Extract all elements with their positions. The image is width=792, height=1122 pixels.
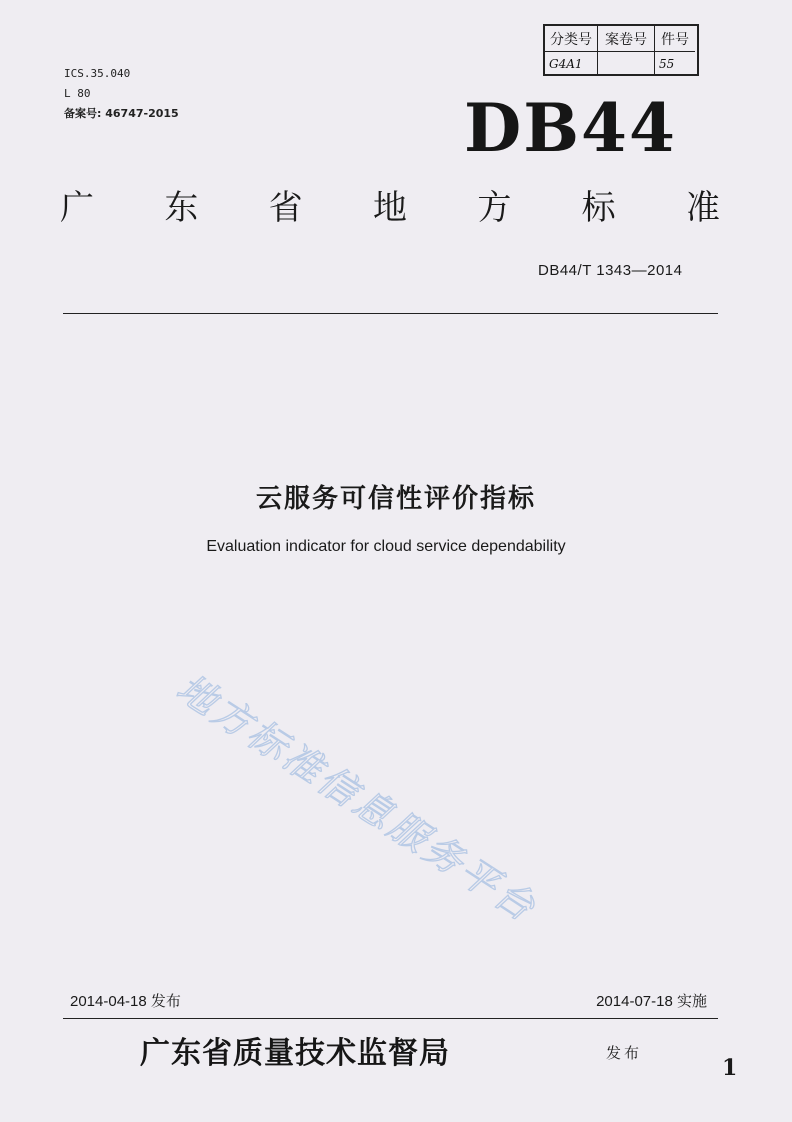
bottom-divider <box>63 1018 718 1019</box>
page-number: 1 <box>722 1055 738 1081</box>
standard-type-char: 广 <box>60 188 94 228</box>
class-header-category: 分类号 <box>545 26 598 52</box>
issuer-tag: 发布 <box>606 1044 643 1062</box>
standard-type-char: 准 <box>685 188 720 228</box>
issuing-authority: 广东省质量技术监督局 <box>140 1036 450 1071</box>
db44-logo: DB44 <box>464 89 677 167</box>
class-value-item: 55 <box>659 57 675 71</box>
watermark: 地方标准信息服务平台 <box>169 665 546 932</box>
classification-box <box>543 24 699 76</box>
class-header-file: 案卷号 <box>598 26 655 52</box>
standard-type-char: 东 <box>164 188 199 228</box>
ics-code: ICS.35.040 <box>64 67 131 80</box>
top-divider <box>63 313 718 314</box>
class-value-category: G4A1 <box>545 52 598 76</box>
standard-type-char: 方 <box>477 188 512 228</box>
standard-type-heading <box>60 186 720 230</box>
implementation-date: 2014-07-18 实施 <box>596 993 707 1010</box>
ccs-code: L 80 <box>64 87 91 100</box>
classification-codes <box>64 64 179 124</box>
standard-number: DB44/T 1343—2014 <box>538 262 683 279</box>
class-header-item: 件号 <box>655 26 695 52</box>
standard-type-char: 省 <box>268 188 303 228</box>
standard-type-char: 标 <box>581 188 616 228</box>
class-value-file <box>598 52 655 76</box>
title-chinese: 云服务可信性评价指标 <box>255 484 536 514</box>
record-number: 备案号: 46747-2015 <box>64 107 179 120</box>
title-english: Evaluation indicator for cloud service dependability <box>206 538 566 555</box>
issue-date: 2014-04-18 发布 <box>70 993 181 1010</box>
standard-type-char: 地 <box>372 188 407 228</box>
